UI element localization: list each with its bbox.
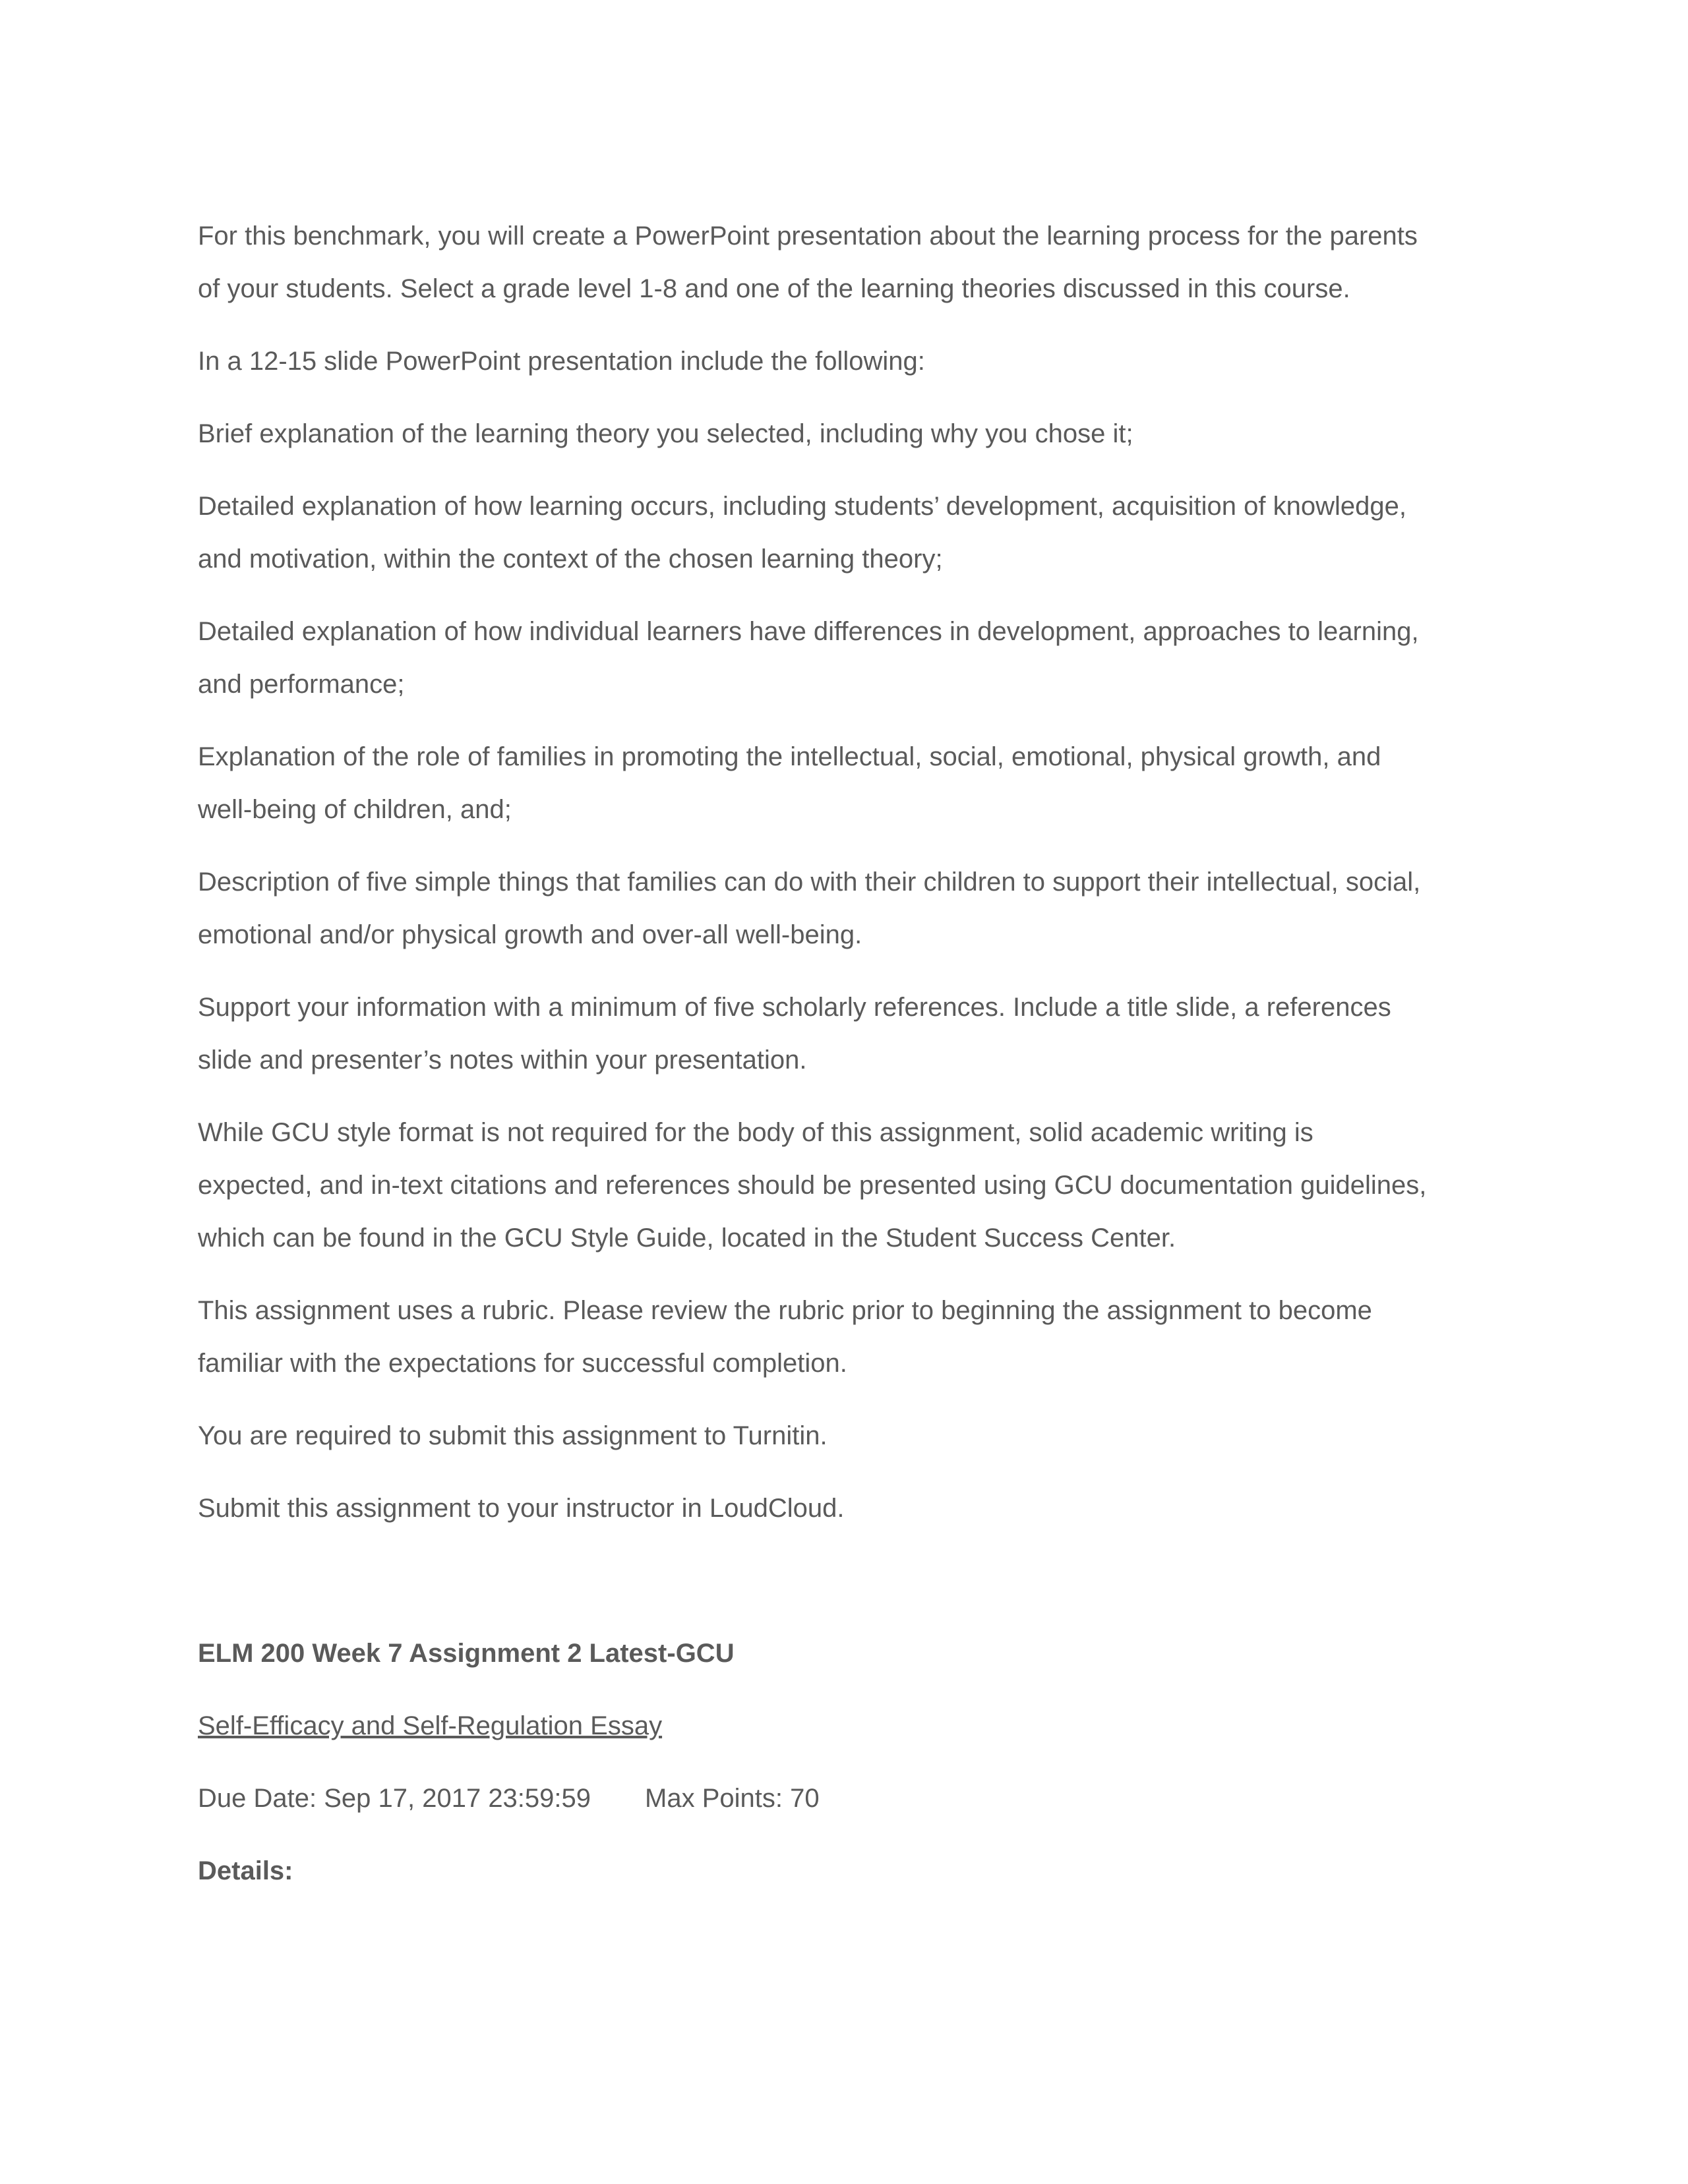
paragraph-five-simple-things: [198, 856, 1490, 961]
paragraph-submit-loudcloud: [198, 1482, 1490, 1535]
text-line: emotional and/or physical growth and over-all well-being.: [198, 920, 862, 949]
text-line: expected, and in-text citations and references should be presented using GCU documentation guidelines,: [198, 1171, 1427, 1200]
text-line: and motivation, within the context of the chosen learning theory;: [198, 545, 943, 574]
paragraph-benchmark-intro: [198, 210, 1490, 315]
paragraph-brief-explanation: [198, 407, 1490, 460]
paragraph-how-learning-occurs: [198, 480, 1490, 585]
text-line: and performance;: [198, 670, 405, 699]
assignment-meta: [198, 1772, 1490, 1825]
text-line: Brief explanation of the learning theory you selected, including why you chose it;: [198, 419, 1133, 448]
text-line: Support your information with a minimum of five scholarly references. Include a title slide, a references: [198, 993, 1391, 1022]
section-spacer: [198, 1554, 1490, 1627]
text-line: Detailed explanation of how learning occurs, including students’ development, acquisition of knowledge,: [198, 492, 1406, 521]
text-line: This assignment uses a rubric. Please review the rubric prior to beginning the assignment to become: [198, 1296, 1372, 1325]
text-line: slide and presenter’s notes within your presentation.: [198, 1046, 807, 1075]
text-line: well-being of children, and;: [198, 795, 512, 824]
paragraph-presentation-includes: [198, 335, 1490, 388]
paragraph-scholarly-references: [198, 981, 1490, 1086]
paragraph-turnitin: [198, 1409, 1490, 1462]
text-line: Description of five simple things that families can do with their children to support their intellectual, social,: [198, 868, 1421, 897]
assignment-heading: ELM 200 Week 7 Assignment 2 Latest-GCU: [198, 1639, 735, 1668]
text-line: which can be found in the GCU Style Guide, located in the Student Success Center.: [198, 1224, 1176, 1253]
details-label: Details:: [198, 1856, 293, 1885]
due-date: Due Date: Sep 17, 2017 23:59:59: [198, 1784, 591, 1813]
text-line: While GCU style format is not required for the body of this assignment, solid academic writing is: [198, 1118, 1313, 1147]
text-line: Submit this assignment to your instructor in LoudCloud.: [198, 1494, 845, 1523]
text-line: You are required to submit this assignment to Turnitin.: [198, 1421, 828, 1450]
max-points: Max Points: 70: [645, 1784, 820, 1813]
text-line: In a 12-15 slide PowerPoint presentation include the following:: [198, 347, 925, 376]
document-page: [198, 210, 1490, 1897]
text-line: For this benchmark, you will create a PowerPoint presentation about the learning process for the parents: [198, 221, 1418, 251]
text-line: of your students. Select a grade level 1-8 and one of the learning theories discussed in this course.: [198, 274, 1350, 303]
text-line: Detailed explanation of how individual learners have differences in development, approaches to learning,: [198, 617, 1419, 646]
assignment-link[interactable]: Self-Efficacy and Self-Regulation Essay: [198, 1711, 663, 1740]
paragraph-gcu-style: [198, 1106, 1490, 1264]
text-line: Explanation of the role of families in promoting the intellectual, social, emotional, physical growth, and: [198, 742, 1381, 771]
paragraph-individual-differences: [198, 605, 1490, 711]
paragraph-rubric: [198, 1284, 1490, 1390]
paragraph-role-of-families: [198, 730, 1490, 836]
text-line: familiar with the expectations for successful completion.: [198, 1349, 847, 1378]
